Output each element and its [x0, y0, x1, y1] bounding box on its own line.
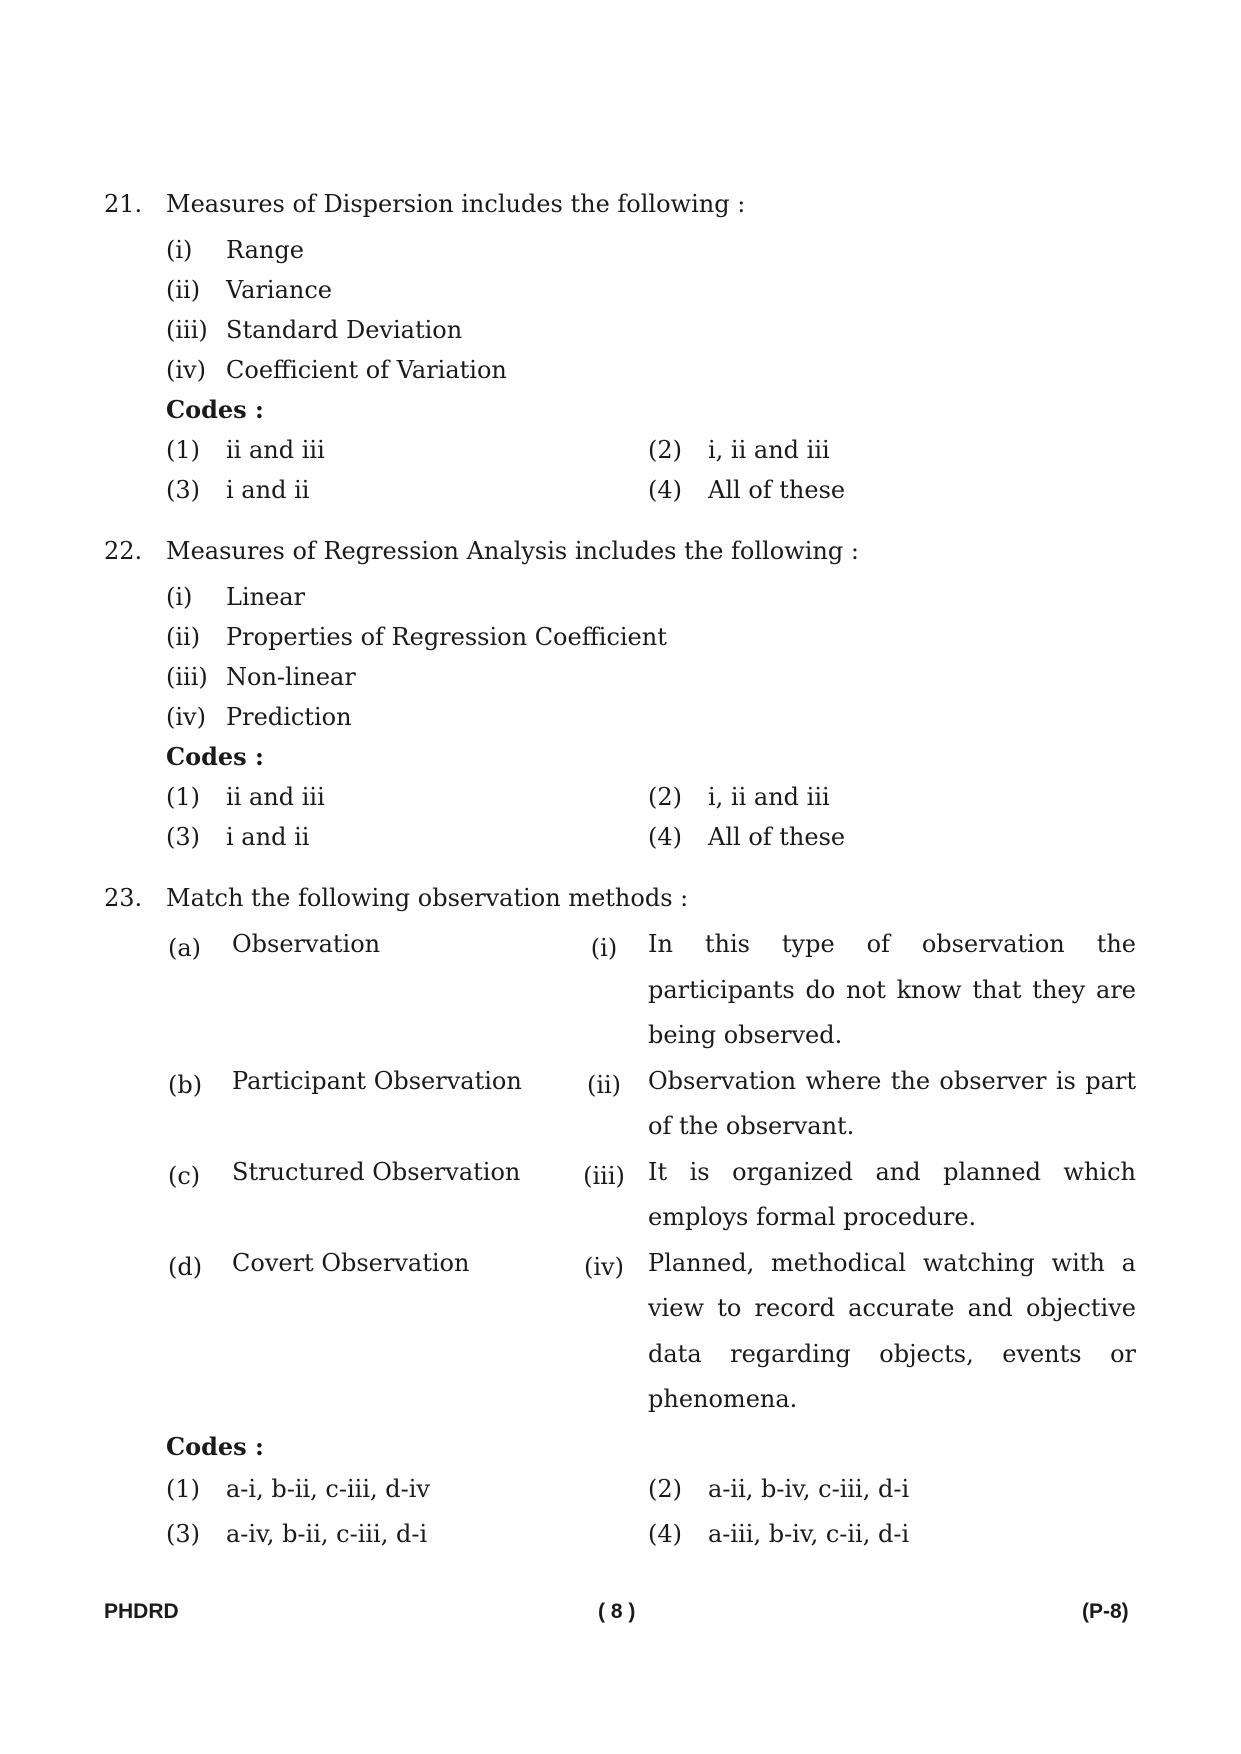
- statement-list: [166, 577, 1134, 737]
- statement-text: Non-linear: [226, 663, 356, 691]
- code-row: [166, 777, 1134, 817]
- match-numeral: (i): [590, 934, 618, 962]
- question-header: [104, 878, 1134, 918]
- codes-label: Codes :: [166, 1431, 264, 1461]
- statement-text: Range: [226, 236, 304, 264]
- option-text: ii and iii: [226, 783, 325, 811]
- answer-codes: [166, 1467, 1134, 1557]
- match-term: Participant Observation: [232, 1066, 522, 1095]
- statement-numeral: (iv): [166, 703, 206, 731]
- statement-item: [166, 310, 1134, 350]
- question-number: 22.: [104, 537, 143, 565]
- page-number: ( 8 ): [598, 1600, 636, 1623]
- statement-text: Variance: [226, 276, 332, 304]
- footer-page-ref: (P-8): [1082, 1600, 1129, 1623]
- statement-text: Linear: [226, 583, 306, 611]
- statement-numeral: (ii): [166, 623, 201, 651]
- option-number: (3): [166, 823, 200, 851]
- answer-codes: [166, 777, 1134, 857]
- answer-codes: [166, 430, 1134, 510]
- option-number: (4): [648, 823, 682, 851]
- question-text: Measures of Regression Analysis includes the following :: [166, 537, 859, 565]
- question-21: [104, 184, 1134, 510]
- statement-numeral: (iv): [166, 356, 206, 384]
- match-numeral: (iv): [584, 1252, 624, 1281]
- match-row: [166, 1241, 1134, 1423]
- question-header: [104, 531, 1134, 571]
- statement-item: [166, 657, 1134, 697]
- statement-item: [166, 697, 1134, 737]
- match-term: Structured Observation: [232, 1157, 521, 1186]
- match-table: [166, 922, 1134, 1423]
- statement-text: Properties of Regression Coefficient: [226, 623, 667, 651]
- option-number: (1): [166, 436, 200, 464]
- code-row: [166, 1512, 1134, 1557]
- option-number: (3): [166, 1519, 200, 1548]
- statement-numeral: (i): [166, 236, 193, 264]
- option-text: a-ii, b-iv, c-iii, d-i: [708, 1474, 910, 1503]
- statement-text: Standard Deviation: [226, 316, 463, 344]
- option-text: All of these: [708, 476, 846, 504]
- option-text: All of these: [708, 823, 846, 851]
- option-number: (4): [648, 476, 682, 504]
- question-text: Match the following observation methods :: [166, 884, 689, 912]
- option-text: ii and iii: [226, 436, 325, 464]
- code-row: [166, 430, 1134, 470]
- match-term: Observation: [232, 930, 381, 958]
- match-letter: (b): [168, 1070, 203, 1099]
- match-numeral: (iii): [583, 1161, 625, 1190]
- option-text: i and ii: [226, 476, 310, 504]
- statement-text: Prediction: [226, 703, 352, 731]
- statement-item: [166, 350, 1134, 390]
- question-number: 23.: [104, 884, 143, 912]
- option-text: i and ii: [226, 823, 310, 851]
- statement-item: [166, 270, 1134, 310]
- codes-label: Codes :: [166, 742, 264, 771]
- code-row: [166, 817, 1134, 857]
- option-number: (1): [166, 783, 200, 811]
- statement-list: [166, 230, 1134, 390]
- question-text: Measures of Dispersion includes the following :: [166, 190, 746, 218]
- match-letter: (a): [168, 934, 202, 962]
- match-description: It is organized and planned which employs formal procedure.: [648, 1157, 1136, 1231]
- statement-numeral: (i): [166, 583, 193, 611]
- code-row: [166, 470, 1134, 510]
- match-row: [166, 922, 1134, 1059]
- statement-text: Coefficient of Variation: [226, 356, 507, 384]
- option-number: (4): [648, 1519, 682, 1548]
- match-description: In this type of observation the participants do not know that they are being observed.: [648, 930, 1136, 1049]
- option-number: (3): [166, 476, 200, 504]
- codes-label: Codes :: [166, 395, 264, 424]
- option-number: (1): [166, 1474, 200, 1503]
- match-row: [166, 1059, 1134, 1150]
- option-text: i, ii and iii: [708, 783, 830, 811]
- option-text: a-iii, b-iv, c-ii, d-i: [708, 1519, 910, 1548]
- statement-numeral: (iii): [166, 316, 208, 344]
- option-text: a-i, b-ii, c-iii, d-iv: [226, 1474, 430, 1503]
- footer-code: PHDRD: [104, 1600, 179, 1623]
- option-number: (2): [648, 1474, 682, 1503]
- match-letter: (d): [168, 1252, 203, 1281]
- option-number: (2): [648, 783, 682, 811]
- match-numeral: (ii): [586, 1070, 622, 1099]
- code-row: [166, 1467, 1134, 1512]
- statement-item: [166, 230, 1134, 270]
- statement-numeral: (iii): [166, 663, 208, 691]
- match-row: [166, 1150, 1134, 1241]
- match-letter: (c): [168, 1161, 201, 1190]
- question-header: [104, 184, 1134, 224]
- match-description: Planned, methodical watching with a view to record accurate and objective data regarding objects, events or phenomena.: [648, 1248, 1136, 1413]
- statement-item: [166, 577, 1134, 617]
- question-22: [104, 531, 1134, 857]
- option-text: a-iv, b-ii, c-iii, d-i: [226, 1519, 428, 1548]
- question-number: 21.: [104, 190, 143, 218]
- question-23: [104, 878, 1134, 1557]
- match-term: Covert Observation: [232, 1248, 470, 1277]
- match-description: Observation where the observer is part of the observant.: [648, 1066, 1136, 1140]
- option-text: i, ii and iii: [708, 436, 830, 464]
- statement-item: [166, 617, 1134, 657]
- option-number: (2): [648, 436, 682, 464]
- statement-numeral: (ii): [166, 276, 201, 304]
